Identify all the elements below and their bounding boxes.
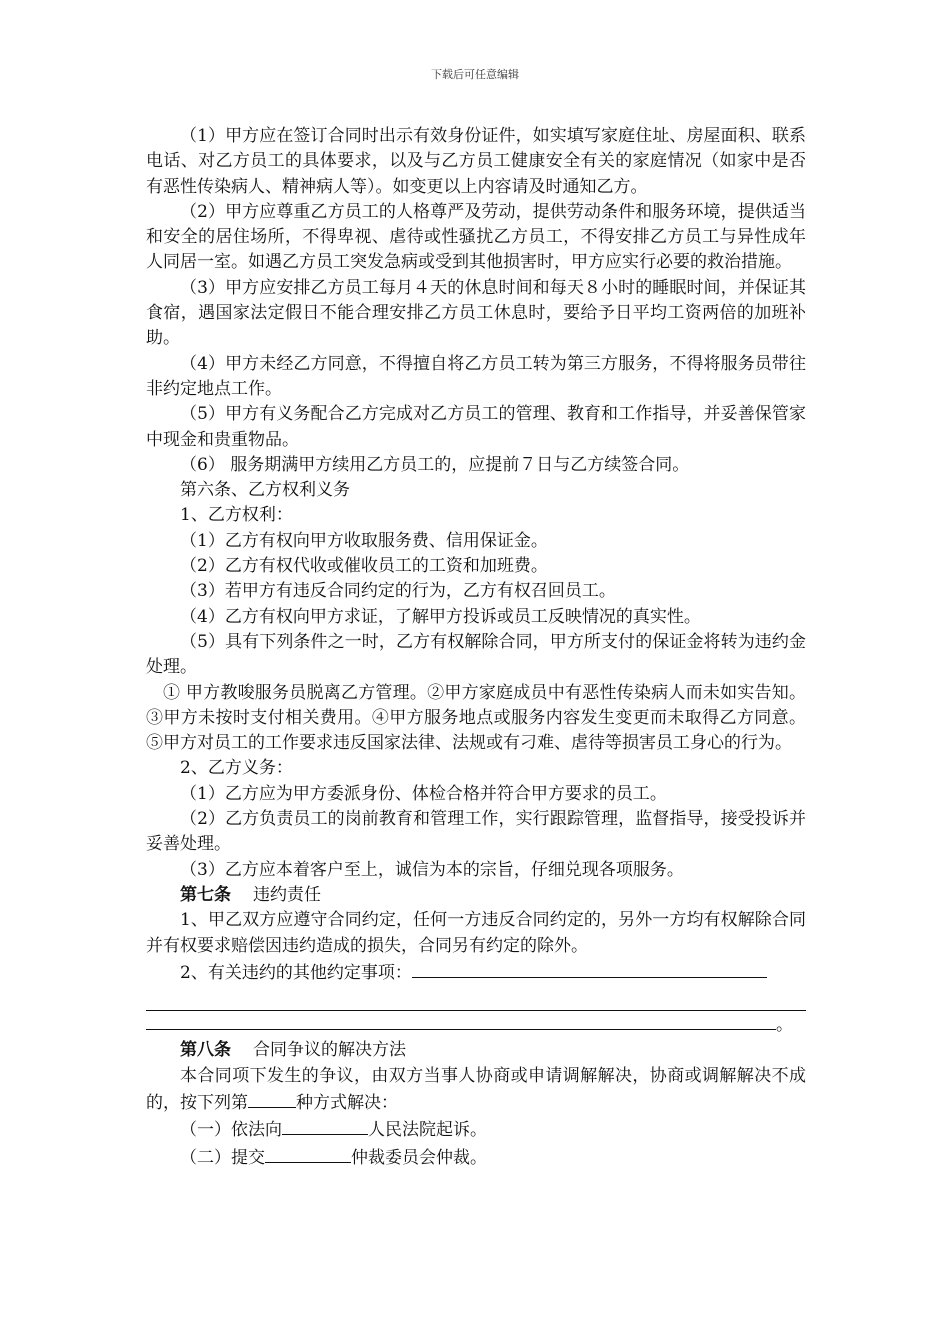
- clause-a5: （5）甲方有义务配合乙方完成对乙方员工的管理、教育和工作指导，并妥善保管家中现金和贵重物品。: [146, 404, 806, 450]
- article-6-title: 第六条、乙方权利义务: [180, 480, 350, 501]
- breach-2: [146, 959, 806, 986]
- option-arb-a: （二）提交: [180, 1147, 265, 1168]
- breach-2-label: 2、有关违约的其他约定事项：: [180, 962, 412, 983]
- breach-blank-1[interactable]: [412, 959, 767, 978]
- right-5: （5）具有下列条件之一时，乙方有权解除合同，甲方所支付的保证金将转为违约金处理。: [146, 631, 806, 678]
- document-body: [146, 124, 806, 1171]
- dispute-method-blank[interactable]: [248, 1089, 296, 1108]
- breach-end-mark: 。: [776, 1015, 793, 1036]
- clause-a4: （4）甲方未经乙方同意，不得擅自将乙方员工转为第三方服务，不得将服务员带往非约定地点工作。: [146, 353, 806, 399]
- article-8-title: 合同争议的解决方法: [253, 1040, 406, 1061]
- option-court-b: 人民法院起诉。: [368, 1120, 487, 1141]
- rights-title: 1、乙方权利：: [180, 505, 293, 526]
- duty-2: （2）乙方负责员工的岗前教育和管理工作，实行跟踪管理，监督指导，接受投诉并妥善处理。: [146, 809, 806, 855]
- clause-a2: （2）甲方应尊重乙方员工的人格尊严及劳动，提供劳动条件和服务环境，提供适当和安全的居住场所，不得卑视、虐待或性骚扰乙方员工，不得安排乙方员工与异性成年人同居一室。如遇乙方员工突发急病或受到其他损害时，甲方应实行必要的救治措施。: [146, 201, 806, 273]
- right-2: （2）乙方有权代收或催收员工的工资和加班费。: [180, 556, 548, 577]
- dispute-text-b: 种方式解决：: [296, 1092, 398, 1113]
- court-blank[interactable]: [282, 1116, 368, 1135]
- breach-blank-3[interactable]: [146, 1011, 776, 1030]
- right-5-items: ① 甲方教唆服务员脱离乙方管理。②甲方家庭成员中有恶性传染病人而未如实告知。③甲方未按时支付相关费用。④甲方服务地点或服务内容发生变更而未取得乙方同意。⑤甲方对员工的工作要求违反国家法律、法规或有刁难、虐待等损害员工身心的行为。: [146, 682, 806, 754]
- right-4: （4）乙方有权向甲方求证，了解甲方投诉或员工反映情况的真实性。: [180, 606, 701, 627]
- article-7-heading: [146, 883, 806, 908]
- option-court-a: （一）依法向: [180, 1120, 282, 1141]
- article-7-label: 第七条: [180, 884, 231, 905]
- option-court: [146, 1116, 806, 1143]
- arbitration-blank[interactable]: [265, 1144, 351, 1163]
- article-8-label: 第八条: [180, 1040, 231, 1061]
- option-arbitration: [146, 1144, 806, 1171]
- breach-blank-row: [146, 1011, 806, 1038]
- right-1: （1）乙方有权向甲方收取服务费、信用保证金。: [180, 530, 548, 551]
- breach-blank-2[interactable]: [146, 986, 806, 1011]
- page-header: 下载后可任意编辑: [431, 68, 519, 81]
- right-3: （3）若甲方有违反合同约定的行为，乙方有权召回员工。: [180, 581, 616, 602]
- clause-a1: （1）甲方应在签订合同时出示有效身份证件，如实填写家庭住址、房屋面积、联系电话、对乙方员工的具体要求，以及与乙方员工健康安全有关的家庭情况（如家中是否有恶性传染病人、精神病人等）。如变更以上内容请及时通知乙方。: [146, 126, 806, 197]
- duty-1: （1）乙方应为甲方委派身份、体检合格并符合甲方要求的员工。: [180, 783, 667, 804]
- breach-1: 1、甲乙双方应遵守合同约定，任何一方违反合同约定的，另外一方均有权解除合同并有权要求赔偿因违约造成的损失，合同另有约定的除外。: [146, 910, 806, 956]
- clause-a6: （6） 服务期满甲方续用乙方员工的，应提前７日与乙方续签合同。: [180, 454, 690, 475]
- article-7-title: 违约责任: [253, 884, 321, 905]
- duties-title: 2、乙方义务：: [180, 758, 293, 779]
- option-arb-b: 仲裁委员会仲裁。: [351, 1147, 487, 1168]
- article-8-heading: [146, 1038, 806, 1063]
- duty-3: （3）乙方应本着客户至上，诚信为本的宗旨，仔细兑现各项服务。: [180, 859, 684, 880]
- dispute-text-a: 本合同项下发生的争议，由双方当事人协商或申请调解解决，协商或调解解决不成的，按下列第: [146, 1065, 806, 1113]
- dispute-text: [146, 1064, 806, 1117]
- clause-a3: （3）甲方应安排乙方员工每月４天的休息时间和每天８小时的睡眠时间，并保证其食宿，遇国家法定假日不能合理安排乙方员工休息时，要给予日平均工资两倍的加班补助。: [146, 277, 806, 349]
